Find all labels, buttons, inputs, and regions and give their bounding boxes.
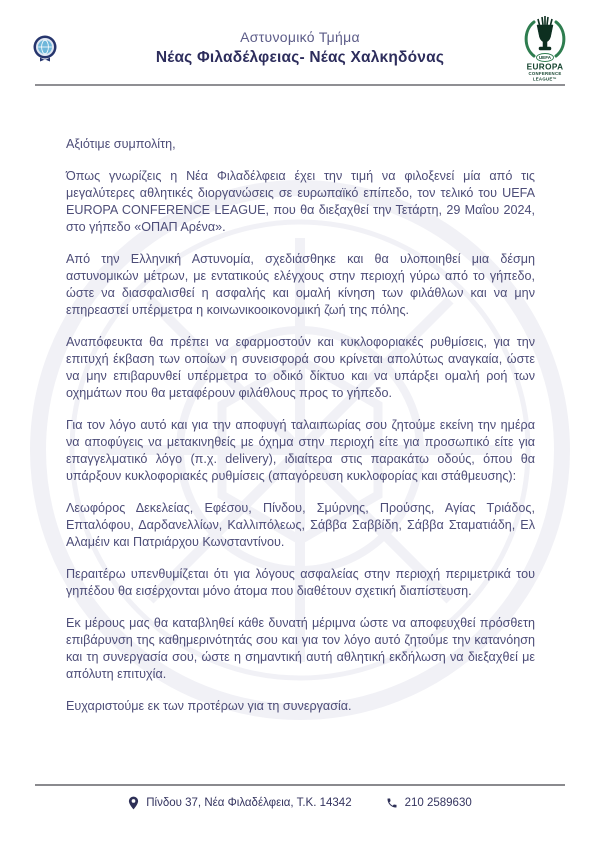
uefa-europa-conference-league-logo-icon	[511, 11, 579, 83]
phone-icon	[386, 797, 398, 809]
letter-paragraph-streets: Λεωφόρος Δεκελείας, Εφέσου, Πίνδου, Σμύρνης, Προύσης, Αγίας Τριάδος, Επταλόφου, Δαρδανελλίων, Καλλιπόλεως, Σάββα Σαββίδη, Σάββα Σταματιάδη, Ελ Αλαμέιν και Πατριάρχου Κωνσταντίνου.	[66, 501, 535, 549]
letter-paragraph: Για τον λόγο αυτό και για την αποφυγή ταλαιπωρίας σου ζητούμε εκείνη την ημέρα να αποφύγεις να μετακινηθείς με όχημα στην περιοχή είτε για προσωπικό είτε για επαγγελματικό λόγο (π.χ. delivery), ιδιαίτερα στις παρακάτω οδούς, όπου θα υπάρξουν κυκλοφοριακές ρυθμίσεις (απαγόρευση κυκλοφορίας και στάθμευσης):	[66, 418, 535, 483]
department-subtitle: Νέας Φιλαδέλφειας- Νέας Χαλκηδόνας	[155, 49, 445, 66]
letter-closing: Ευχαριστούμε εκ των προτέρων για τη συνεργασία.	[66, 699, 352, 713]
hellenic-police-logo-icon	[31, 34, 59, 64]
letter-body	[66, 136, 535, 730]
footer	[0, 796, 600, 810]
letter-paragraph: Εκ μέρους μας θα καταβληθεί κάθε δυνατή μέριμνα ώστε να αποφευχθεί πρόσθετη επιβάρυνση της καθημερινότητάς σου και για τον λόγο αυτό ζητούμε την κατανόηση και τη συνεργασία σου, ώστε η σημαντική αυτή αθλητική εκδήλωση να διεξαχθεί με απόλυτη επιτυχία.	[66, 616, 535, 681]
footer-phone	[386, 797, 472, 809]
header-divider	[35, 84, 565, 86]
uefa-logo-line3: LEAGUE™	[532, 76, 558, 82]
footer-address-text: Πίνδου 37, Νέα Φιλαδέλφεια, Τ.Κ. 14342	[146, 797, 352, 809]
department-title: Αστυνομικό Τμήμα	[240, 29, 360, 45]
letter-paragraph: Όπως γνωρίζεις η Νέα Φιλαδέλφεια έχει την τιμή να φιλοξενεί μία από τις μεγαλύτερες αθλητικές διοργανώσεις σε ευρωπαϊκό επίπεδο, τον τελικό του UEFA EUROPA CONFERENCE LEAGUE, που θα διεξαχθεί την Τετάρτη, 29 Μαΐου 2024, στο γήπεδο «ΟΠΑΠ Αρένα».	[66, 169, 535, 234]
department-title-block	[100, 29, 500, 67]
letter-paragraph: Από την Ελληνική Αστυνομία, σχεδιάσθηκε και θα υλοποιηθεί μια δέσμη αστυνομικών μέτρων, με εντατικούς ελέγχους στην περιοχή γύρω από το γήπεδο, ώστε να διασφαλισθεί η ασφαλής και ομαλή κίνηση των φιλάθλων και να μην επηρεαστεί υπέρμετρα η κοινωνικοοικονομική ζωή της πόλης.	[66, 252, 535, 317]
uefa-logo-line1: EUROPA	[526, 62, 564, 72]
footer-divider	[35, 784, 565, 786]
letter-paragraph: Αναπόφευκτα θα πρέπει να εφαρμοστούν και κυκλοφοριακές ρυθμίσεις, για την επιτυχή έκβαση των οποίων η συνεισφορά σου κρίνεται απολύτως αναγκαία, ώστε να μην επιβαρυνθεί υπέρμετρα το οδικό δίκτυο και να υπάρξει ομαλή ροή των οχημάτων που θα μεταφέρουν φιλάθλους προς το γήπεδο.	[66, 335, 535, 400]
uefa-logo-line2: CONFERENCE	[528, 71, 562, 77]
letter-paragraph: Περαιτέρω υπενθυμίζεται ότι για λόγους ασφαλείας στην περιοχή περιμετρικά του γηπέδου θα εισέρχονται μόνο άτομα που διαθέτουν σχετική διαπίστευση.	[66, 567, 535, 598]
salutation: Αξιότιμε συμπολίτη,	[66, 137, 176, 151]
footer-phone-text: 210 2589630	[404, 797, 472, 809]
uefa-label: UEFA	[538, 55, 552, 61]
location-pin-icon	[128, 796, 139, 810]
footer-address	[128, 796, 351, 810]
